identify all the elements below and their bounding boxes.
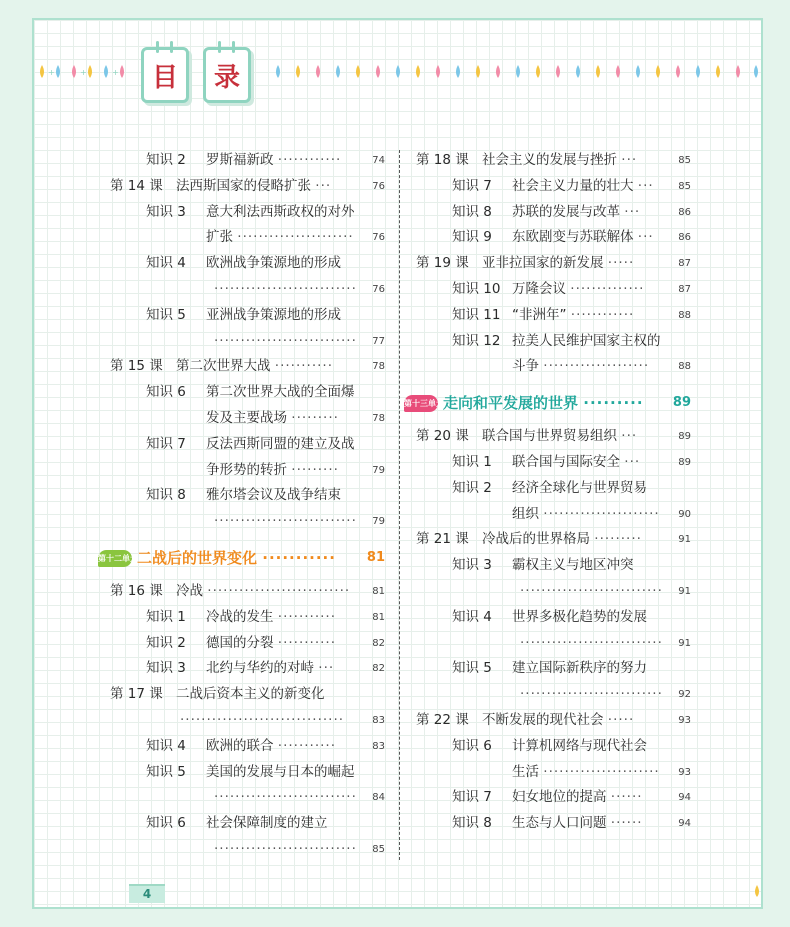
- page-number: 91: [678, 585, 691, 597]
- page-number: 90: [678, 508, 691, 520]
- dot-leader: ······: [610, 815, 643, 832]
- toc-entry[interactable]: [416, 553, 691, 579]
- entry-code: 知识 11: [452, 306, 501, 323]
- binder-ring-icon: [156, 41, 159, 53]
- toc-entry[interactable]: [416, 734, 691, 760]
- toc-entry[interactable]: [110, 148, 385, 174]
- entry-title: 世界多极化趋势的发展: [512, 608, 647, 625]
- dot-leader: ···········: [277, 634, 337, 651]
- toc-lesson[interactable]: [110, 354, 385, 380]
- entry-title: 拉美人民维护国家主权的: [512, 332, 661, 349]
- entry-title: 妇女地位的提高: [512, 789, 607, 806]
- entry-title: 建立国际新秩序的努力: [512, 660, 647, 677]
- entry-title: 社会保障制度的建立: [206, 815, 328, 832]
- page-number: 86: [678, 206, 691, 218]
- dot-leader: ···········: [277, 737, 337, 754]
- binder-ring-icon: [218, 41, 221, 53]
- unit-badge: 第十二单元: [98, 550, 132, 567]
- entry-code: 知识 7: [452, 789, 492, 806]
- lesson-code: 第 19 课: [416, 255, 469, 272]
- toc-entry-continued[interactable]: [110, 277, 385, 303]
- entry-code: 知识 9: [452, 229, 492, 246]
- toc-entry[interactable]: [110, 811, 385, 837]
- dot-leader: ·······························: [180, 711, 345, 728]
- unit-page-number: 81: [366, 549, 385, 565]
- toc-entry[interactable]: [416, 277, 691, 303]
- entry-code: 知识 3: [146, 660, 186, 677]
- toc-entry[interactable]: [416, 605, 691, 631]
- entry-code: 知识 5: [452, 660, 492, 677]
- dot-leader: ···························: [520, 582, 663, 599]
- lesson-title: 冷战后的世界格局: [482, 531, 590, 548]
- dot-leader: ·····: [607, 255, 635, 272]
- entry-code: 知识 1: [146, 608, 186, 625]
- page-number: 93: [678, 766, 691, 778]
- page-number: 88: [678, 361, 691, 373]
- toc-entry[interactable]: [110, 483, 385, 509]
- entry-title: 扩张: [206, 229, 233, 246]
- binder-ring-icon: [232, 41, 235, 53]
- entry-title: 亚洲战争策源地的形成: [206, 306, 341, 323]
- binder-ring-icon: [170, 41, 173, 53]
- toc-entry[interactable]: [110, 200, 385, 226]
- lesson-title: 法西斯国家的侵略扩张: [176, 177, 311, 194]
- lesson-title: 亚非拉国家的新发展: [482, 255, 604, 272]
- toc-right-column: [404, 148, 691, 837]
- toc-entry[interactable]: [110, 734, 385, 760]
- entry-title: 组织: [512, 505, 539, 522]
- entry-code: 知识 4: [146, 737, 186, 754]
- toc-entry-continued[interactable]: [416, 631, 691, 657]
- decorative-drops-right: [268, 62, 763, 82]
- toc-entry-continued[interactable]: [110, 329, 385, 355]
- dot-leader: ···························: [520, 686, 663, 703]
- toc-lesson[interactable]: [416, 527, 691, 553]
- lesson-title: 二战后资本主义的新变化: [176, 686, 325, 703]
- column-divider: [399, 150, 400, 860]
- entry-code: 知识 2: [146, 152, 186, 168]
- dot-leader: ···········: [277, 608, 337, 625]
- toc-entry-continued[interactable]: [416, 579, 691, 605]
- page-number: 76: [372, 232, 385, 244]
- entry-title: 德国的分裂: [206, 634, 274, 651]
- toc-entry[interactable]: [110, 760, 385, 786]
- toc-entry[interactable]: [416, 303, 691, 329]
- entry-title: 联合国与国际安全: [512, 453, 620, 470]
- toc-lesson[interactable]: [416, 708, 691, 734]
- toc-entry[interactable]: [110, 631, 385, 657]
- dot-leader: ···························: [214, 332, 357, 349]
- toc-entry[interactable]: [416, 785, 691, 811]
- entry-code: 知识 7: [452, 177, 492, 194]
- dot-leader: ······················: [543, 763, 660, 780]
- page-number: 76: [372, 180, 385, 192]
- entry-title: 万隆会议: [512, 280, 566, 297]
- entry-code: 知识 4: [452, 608, 492, 625]
- toc-lesson[interactable]: [110, 682, 385, 708]
- page-number: 93: [678, 714, 691, 726]
- dot-leader: ···: [624, 453, 641, 470]
- dot-leader: ···········: [274, 358, 334, 375]
- toc-entry-continued[interactable]: [110, 509, 385, 535]
- entry-title: 霸权主义与地区冲突: [512, 557, 634, 574]
- dot-leader: ·········: [291, 461, 339, 478]
- title-box-lu: [203, 47, 251, 103]
- svg-text:+: +: [112, 68, 119, 77]
- entry-code: 知识 8: [452, 815, 492, 832]
- toc-entry-continued[interactable]: [416, 760, 691, 786]
- unit-heading-13[interactable]: [404, 388, 691, 418]
- dot-leader: ···: [621, 428, 638, 445]
- entry-title: 欧洲战争策源地的形成: [206, 255, 341, 272]
- dot-leader: ······················: [237, 229, 354, 246]
- toc-lesson[interactable]: [110, 174, 385, 200]
- toc-left-column: [98, 148, 385, 863]
- entry-title: 美国的发展与日本的崛起: [206, 763, 355, 780]
- entry-title: 欧洲的联合: [206, 737, 274, 754]
- entry-code: 知识 3: [146, 203, 186, 220]
- toc-entry[interactable]: [416, 476, 691, 502]
- lesson-title: 社会主义的发展与挫折: [482, 152, 617, 168]
- entry-code: 知识 6: [452, 737, 492, 754]
- page-number: 82: [372, 637, 385, 649]
- dot-leader: ···: [624, 203, 641, 220]
- entry-code: 知识 5: [146, 763, 186, 780]
- toc-entry[interactable]: [416, 656, 691, 682]
- entry-title: 斗争: [512, 358, 539, 375]
- entry-code: 知识 7: [146, 435, 186, 452]
- lesson-code: 第 17 课: [110, 686, 163, 703]
- entry-title: 第二次世界大战的全面爆: [206, 384, 355, 401]
- unit-badge: 第十三单元: [404, 395, 438, 412]
- entry-title: “非洲年”: [512, 306, 567, 323]
- dot-leader: ··············: [570, 280, 645, 297]
- dot-leader: ···: [315, 177, 332, 194]
- dot-leader: ·····: [607, 711, 635, 728]
- page-number: 82: [372, 663, 385, 675]
- lesson-code: 第 15 课: [110, 358, 163, 375]
- page-number: 89: [678, 456, 691, 468]
- dot-leader: ······················: [543, 505, 660, 522]
- dot-leader: ···: [637, 177, 654, 194]
- page-number: 79: [372, 464, 385, 476]
- lesson-title: 联合国与世界贸易组织: [482, 428, 617, 445]
- unit-page-number: 89: [672, 395, 691, 411]
- lesson-title: 冷战: [176, 582, 203, 599]
- entry-code: 知识 6: [146, 815, 186, 832]
- toc-entry-continued[interactable]: [416, 502, 691, 528]
- toc-entry-continued[interactable]: [110, 225, 385, 251]
- entry-code: 知识 8: [452, 203, 492, 220]
- entry-title: 生态与人口问题: [512, 815, 607, 832]
- dot-leader: ·········: [594, 531, 642, 548]
- toc-lesson-continued[interactable]: [110, 708, 385, 734]
- toc-lesson[interactable]: [416, 424, 691, 450]
- page-number: 83: [372, 740, 385, 752]
- entry-code: 知识 1: [452, 453, 492, 470]
- toc-entry[interactable]: [416, 811, 691, 837]
- page-number: 87: [678, 283, 691, 295]
- entry-title: 苏联的发展与改革: [512, 203, 620, 220]
- page-number: 78: [372, 412, 385, 424]
- lesson-code: 第 18 课: [416, 152, 469, 168]
- page-number: 88: [678, 309, 691, 321]
- lesson-code: 第 20 课: [416, 428, 469, 445]
- entry-title: 北约与华约的对峙: [206, 660, 314, 677]
- title-box-mu: [141, 47, 189, 103]
- page-number: 81: [372, 611, 385, 623]
- toc-entry[interactable]: [110, 380, 385, 406]
- toc-entry[interactable]: [110, 432, 385, 458]
- corner-drop-icon: [752, 884, 762, 898]
- lesson-title: 第二次世界大战: [176, 358, 271, 375]
- page-number: 86: [678, 232, 691, 244]
- lesson-code: 第 16 课: [110, 582, 163, 599]
- decorative-drops-left: [34, 62, 139, 82]
- dot-leader: ·········: [291, 409, 339, 426]
- page-number: 79: [372, 516, 385, 528]
- dot-leader: ············: [277, 152, 342, 168]
- entry-code: 知识 4: [146, 255, 186, 272]
- title-char-2: 录: [213, 62, 240, 93]
- toc-entry-continued[interactable]: [110, 458, 385, 484]
- page-number: 85: [678, 155, 691, 166]
- dot-leader: ···························: [520, 634, 663, 651]
- entry-code: 知识 8: [146, 487, 186, 504]
- entry-title: 计算机网络与现代社会: [512, 737, 647, 754]
- toc-lesson[interactable]: [110, 579, 385, 605]
- entry-title: 生活: [512, 763, 539, 780]
- entry-title: 经济全球化与世界贸易: [512, 479, 647, 496]
- unit-title: 二战后的世界变化: [137, 548, 258, 567]
- entry-code: 知识 12: [452, 332, 501, 349]
- dot-leader: ············: [570, 306, 635, 323]
- toc-entry-continued[interactable]: [416, 682, 691, 708]
- dot-leader: ····················: [543, 358, 650, 375]
- entry-title: 社会主义力量的壮大: [512, 177, 634, 194]
- dot-leader: ···························: [207, 582, 351, 599]
- toc-entry-continued[interactable]: [110, 837, 385, 863]
- toc-entry-continued[interactable]: [110, 785, 385, 811]
- dot-leader: ···: [637, 229, 654, 246]
- entry-code: 知识 5: [146, 306, 186, 323]
- entry-title: 罗斯福新政: [206, 152, 274, 168]
- dot-leader: ···························: [214, 513, 357, 530]
- toc-entry[interactable]: [416, 200, 691, 226]
- entry-code: 知识 10: [452, 280, 501, 297]
- unit-heading-12[interactable]: [98, 543, 385, 573]
- entry-title: 争形势的转折: [206, 461, 287, 478]
- toc-entry[interactable]: [416, 450, 691, 476]
- toc-entry[interactable]: [110, 251, 385, 277]
- dot-leader: ···························: [214, 789, 357, 806]
- entry-code: 知识 6: [146, 384, 186, 401]
- toc-entry-continued[interactable]: [416, 354, 691, 380]
- page-number: 85: [678, 180, 691, 192]
- toc-entry[interactable]: [416, 329, 691, 355]
- toc-entry[interactable]: [416, 174, 691, 200]
- toc-entry-continued[interactable]: [110, 406, 385, 432]
- entry-title: 反法西斯同盟的建立及战: [206, 435, 355, 452]
- title-char-1: 目: [151, 62, 178, 93]
- entry-title: 东欧剧变与苏联解体: [512, 229, 634, 246]
- toc-entry[interactable]: [110, 605, 385, 631]
- toc-entry[interactable]: [416, 225, 691, 251]
- page-number: 89: [678, 431, 691, 443]
- unit-title: 走向和平发展的世界: [443, 394, 579, 413]
- entry-code: 知识 2: [452, 479, 492, 496]
- page-number: 94: [678, 818, 691, 830]
- lesson-title: 不断发展的现代社会: [482, 711, 604, 728]
- lesson-code: 第 14 课: [110, 177, 163, 194]
- page-number: 81: [372, 585, 385, 597]
- dot-leader: ···: [621, 152, 638, 168]
- lesson-code: 第 21 课: [416, 531, 469, 548]
- svg-text:+: +: [80, 68, 87, 77]
- page-number: 87: [678, 258, 691, 270]
- lesson-code: 第 22 课: [416, 711, 469, 728]
- dot-leader: ···········: [262, 548, 336, 567]
- page-number: 84: [372, 792, 385, 804]
- page-number: 85: [372, 843, 385, 855]
- entry-title: 雅尔塔会议及战争结束: [206, 487, 341, 504]
- page-number: 77: [372, 335, 385, 347]
- dot-leader: ···: [318, 660, 335, 677]
- page-number: 92: [678, 689, 691, 701]
- toc-entry[interactable]: [110, 303, 385, 329]
- toc-lesson[interactable]: [416, 148, 691, 174]
- dot-leader: ······: [610, 789, 643, 806]
- page-number: 91: [678, 534, 691, 546]
- page-number: 94: [678, 792, 691, 804]
- footer-page-number: 4: [129, 884, 165, 903]
- page-number: 83: [372, 714, 385, 726]
- toc-entry[interactable]: [110, 656, 385, 682]
- page-number: 74: [372, 155, 385, 166]
- entry-code: 知识 3: [452, 557, 492, 574]
- dot-leader: ·········: [583, 394, 644, 413]
- dot-leader: ···························: [214, 280, 357, 297]
- svg-text:+: +: [48, 68, 55, 77]
- page-number: 78: [372, 361, 385, 373]
- entry-title: 意大利法西斯政权的对外: [206, 203, 355, 220]
- entry-code: 知识 2: [146, 634, 186, 651]
- toc-lesson[interactable]: [416, 251, 691, 277]
- page-number: 91: [678, 637, 691, 649]
- entry-title: 发及主要战场: [206, 409, 287, 426]
- page-number: 76: [372, 283, 385, 295]
- dot-leader: ···························: [214, 840, 357, 857]
- entry-title: 冷战的发生: [206, 608, 274, 625]
